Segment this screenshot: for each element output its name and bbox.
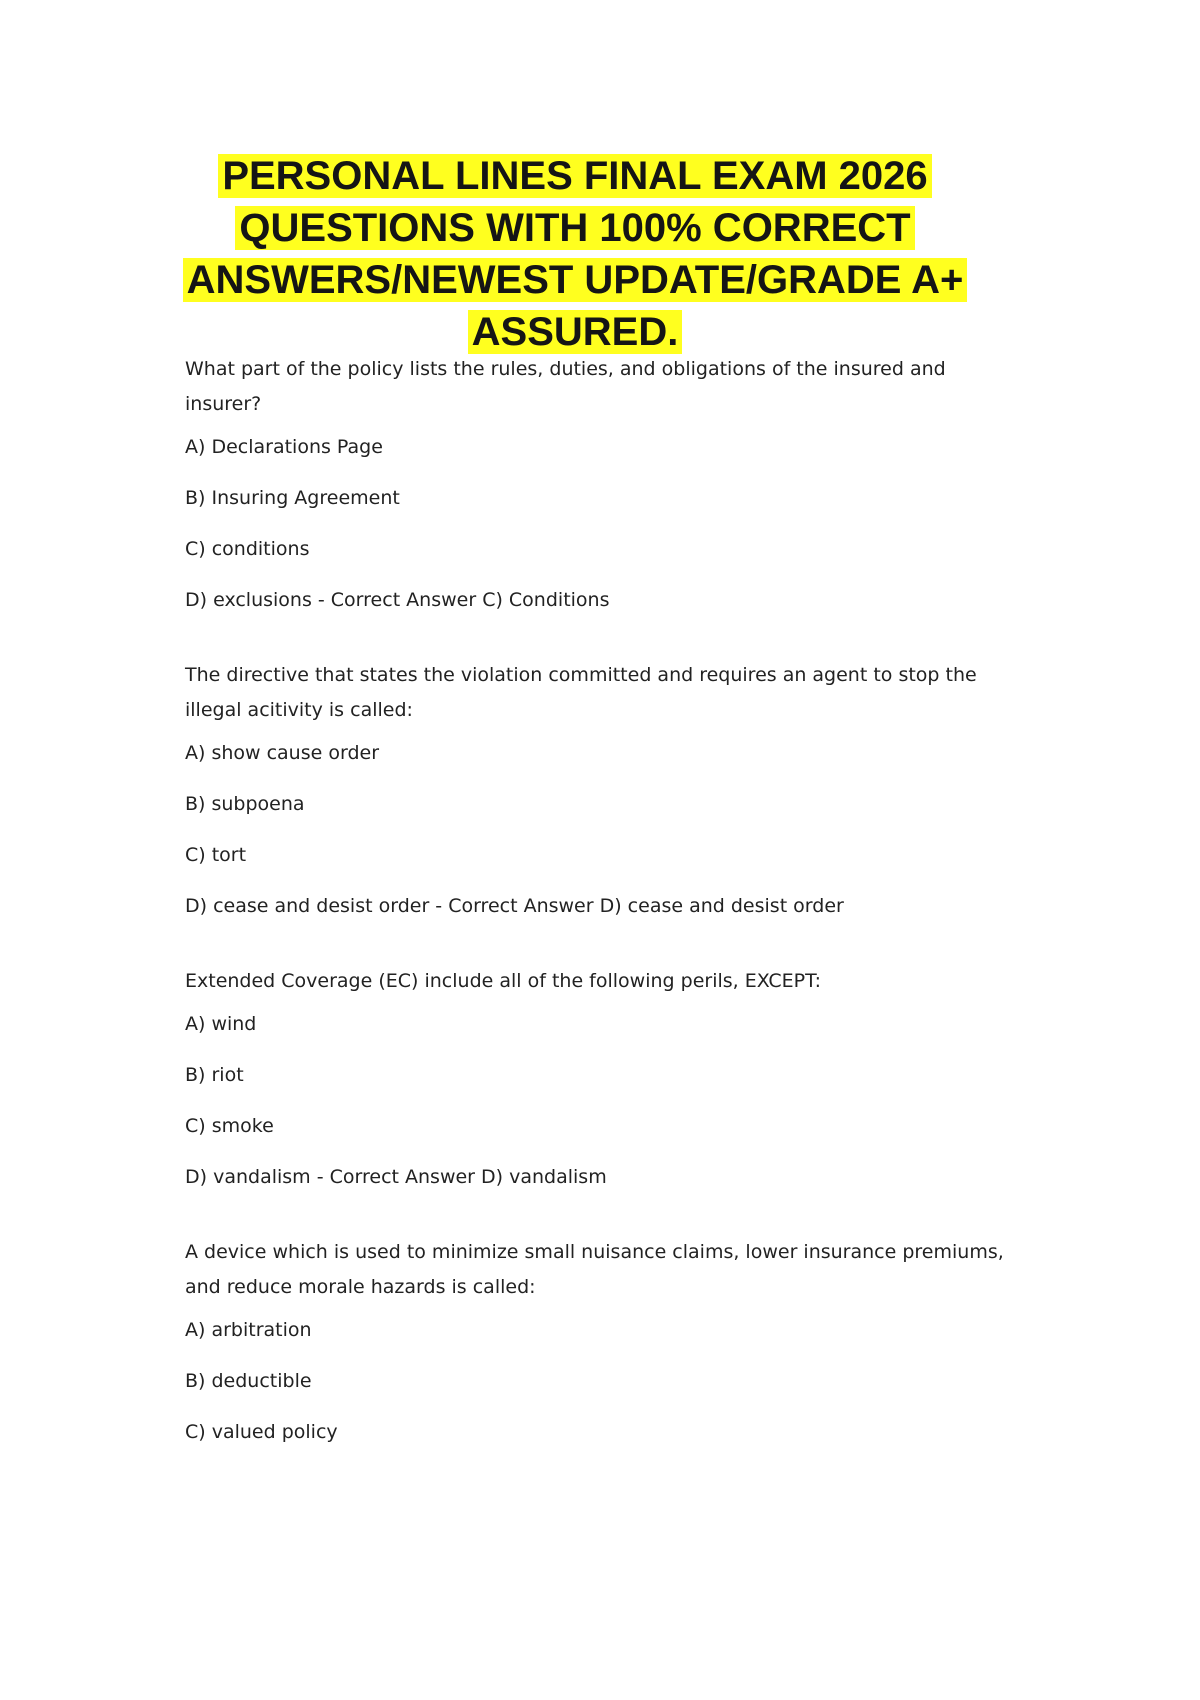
question-block: [185, 1235, 1015, 1442]
answer-option-with-correct-answer: D) cease and desist order - Correct Answer D) cease and desist order: [185, 895, 844, 917]
title-line: ASSURED.: [468, 310, 683, 354]
answer-option: C) tort: [185, 844, 247, 866]
answer-option: C) valued policy: [185, 1421, 338, 1443]
answer-option: A) arbitration: [185, 1319, 312, 1341]
answer-option: A) Declarations Page: [185, 436, 383, 458]
answer-option-with-correct-answer: D) vandalism - Correct Answer D) vandalism: [185, 1166, 607, 1188]
answer-option: A) show cause order: [185, 742, 380, 764]
title-line: QUESTIONS WITH 100% CORRECT: [235, 206, 914, 250]
question-block: [185, 964, 1015, 1187]
answer-option-with-correct-answer: D) exclusions - Correct Answer C) Conditions: [185, 589, 610, 611]
document-title: [170, 150, 980, 358]
answer-option: C) conditions: [185, 538, 310, 560]
question-block: [185, 352, 1015, 610]
answer-option: B) Insuring Agreement: [185, 487, 400, 509]
question-block: [185, 658, 1015, 916]
answer-option: A) wind: [185, 1013, 257, 1035]
answer-option: B) deductible: [185, 1370, 312, 1392]
question-list: [185, 352, 1015, 1473]
answer-option: C) smoke: [185, 1115, 274, 1137]
title-line: PERSONAL LINES FINAL EXAM 2026: [218, 154, 931, 198]
question-text: What part of the policy lists the rules, duties, and obligations of the insured and insurer?: [185, 358, 946, 415]
question-text: The directive that states the violation committed and requires an agent to stop the illegal acitivity is called:: [185, 664, 977, 721]
answer-option: B) riot: [185, 1064, 244, 1086]
question-text: Extended Coverage (EC) include all of the following perils, EXCEPT:: [185, 970, 822, 992]
question-text: A device which is used to minimize small nuisance claims, lower insurance premiums, and reduce morale hazards is called:: [185, 1241, 1004, 1298]
title-line: ANSWERS/NEWEST UPDATE/GRADE A+: [183, 258, 968, 302]
answer-option: B) subpoena: [185, 793, 305, 815]
